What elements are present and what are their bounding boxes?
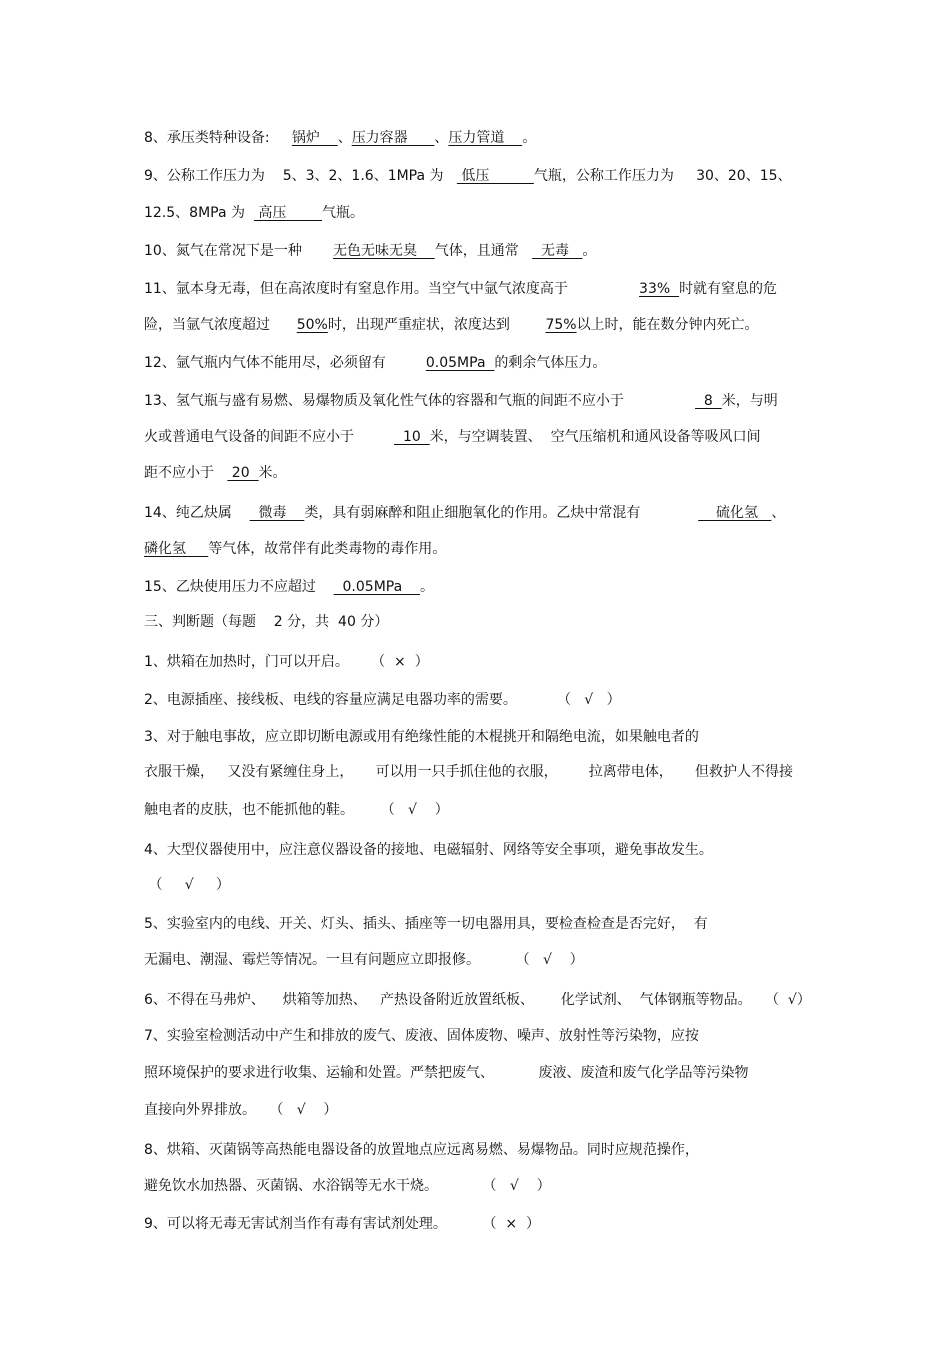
answer-blank: 50% <box>296 317 328 333</box>
text-line <box>144 539 446 559</box>
answer-blank: 8 <box>695 393 722 409</box>
text-segment: 衣服干燥， 又没有紧缠住身上， 可以用一只手抓住他的衣服， 拉离带电体， 但救护人不得接 <box>144 764 794 780</box>
text-line <box>144 652 429 672</box>
text-segment: 火或普通电气设备的间距不应小于 <box>144 429 395 445</box>
answer-blank: 锅炉 <box>291 130 338 146</box>
text-segment: 米，与空调装置、 空气压缩机和通风设备等吸风口间 <box>429 429 761 445</box>
text-line <box>144 577 434 597</box>
text-line <box>144 1026 699 1046</box>
text-line <box>144 166 792 186</box>
text-line <box>144 800 449 820</box>
text-segment: 气瓶，公称工作压力为 30、20、15、 <box>533 168 792 184</box>
text-segment: 11、氩本身无毒，但在高浓度时有窒息作用。当空气中氩气浓度高于 <box>144 281 640 297</box>
text-line <box>144 727 699 747</box>
text-line <box>144 315 759 335</box>
answer-blank: 75% <box>545 317 577 333</box>
text-segment: 、 <box>771 505 786 521</box>
text-segment: 时，出现严重症状，浓度达到 <box>327 317 546 333</box>
answer-blank: 硫化氢 <box>698 505 772 521</box>
text-segment: 4、大型仪器使用中，应注意仪器设备的接地、电磁辐射、网络等安全事项，避免事故发生。 <box>144 842 713 858</box>
text-line <box>144 950 584 970</box>
answer-blank: 低压 <box>456 168 534 184</box>
text-line <box>144 391 778 411</box>
text-segment: （ √ ） <box>144 877 230 893</box>
text-line <box>144 875 230 895</box>
text-segment: 照环境保护的要求进行收集、运输和处置。严禁把废气、 废液、废渣和废气化学品等污染物 <box>144 1065 749 1081</box>
text-segment: 9、公称工作压力为 5、3、2、1.6、1MPa 为 <box>144 168 457 184</box>
text-line <box>144 1100 337 1120</box>
text-segment: 气体，且通常 <box>434 243 533 259</box>
answer-blank: 微毒 <box>249 505 305 521</box>
text-segment: 8、承压类特种设备: <box>144 130 292 146</box>
text-segment: 14、纯乙炔属 <box>144 505 250 521</box>
text-line <box>144 353 606 373</box>
text-segment: 7、实验室检测活动中产生和排放的废气、废液、固体废物、噪声、放射性等污染物，应按 <box>144 1028 699 1044</box>
text-segment: 13、氢气瓶与盛有易燃、易爆物质及氧化性气体的容器和气瓶的间距不应小于 <box>144 393 696 409</box>
text-segment: 米，与明 <box>721 393 778 409</box>
text-segment: 9、可以将无毒无害试剂当作有毒有害试剂处理。 （ × ） <box>144 1216 541 1232</box>
text-segment: 、 <box>337 130 352 146</box>
text-segment: 10、氮气在常况下是一种 <box>144 243 333 259</box>
answer-blank: 压力管道 <box>448 130 523 146</box>
text-line <box>144 128 536 148</box>
text-segment: 3、对于触电事故，应立即切断电源或用有绝缘性能的木棍挑开和隔绝电流，如果触电者的 <box>144 729 699 745</box>
text-segment: 。 <box>522 130 537 146</box>
text-line <box>144 990 811 1010</box>
answer-blank: 10 <box>394 429 430 445</box>
answer-blank: 0.05MPa <box>425 355 495 371</box>
text-line <box>144 427 761 447</box>
answer-blank: 高压 <box>253 205 322 221</box>
text-segment: 三、判断题（每题 2 分，共 40 分） <box>144 614 389 630</box>
text-line <box>144 1214 540 1234</box>
text-segment: 8、烘箱、灭菌锅等高热能电器设备的放置地点应远离易燃、易爆物品。同时应规范操作， <box>144 1142 699 1158</box>
text-line <box>144 1063 749 1083</box>
text-segment: 直接向外界排放。 （ √ ） <box>144 1102 338 1118</box>
text-segment: 时就有窒息的危 <box>679 281 778 297</box>
text-segment: 15、乙炔使用压力不应超过 <box>144 579 334 595</box>
text-segment: 12、氩气瓶内气体不能用尽，必须留有 <box>144 355 426 371</box>
text-segment: 触电者的皮肤，也不能抓他的鞋。 （ √ ） <box>144 802 449 818</box>
text-line <box>144 1140 699 1160</box>
answer-blank: 无色无味无臭 <box>332 243 435 259</box>
text-line <box>144 241 596 261</box>
text-segment: 气瓶。 <box>321 205 364 221</box>
text-line <box>144 503 785 523</box>
text-line <box>144 279 777 299</box>
text-segment: 避免饮水加热器、灭菌锅、水浴锅等无水干烧。 （ √ ） <box>144 1178 551 1194</box>
answer-blank: 20 <box>227 465 259 481</box>
text-line <box>144 463 287 483</box>
text-segment: 以上时，能在数分钟内死亡。 <box>576 317 759 333</box>
text-line <box>144 690 621 710</box>
text-segment: 、 <box>434 130 449 146</box>
text-line <box>144 914 708 934</box>
answer-blank: 无毒 <box>532 243 583 259</box>
text-segment: 险，当氩气浓度超过 <box>144 317 297 333</box>
answer-blank: 33% <box>639 281 680 297</box>
text-segment: 距不应小于 <box>144 465 228 481</box>
text-segment: 类，具有弱麻醉和阻止细胞氧化的作用。乙炔中常混有 <box>304 505 699 521</box>
text-segment: 12.5、8MPa 为 <box>144 205 254 221</box>
text-line <box>144 840 713 860</box>
text-segment: 无漏电、潮湿、霉烂等情况。一旦有问题应立即报修。 （ √ ） <box>144 952 584 968</box>
text-segment: 的剩余气体压力。 <box>494 355 607 371</box>
text-segment: 6、不得在马弗炉、 烘箱等加热、 产热设备附近放置纸板、 化学试剂、 气体钢瓶等物品。 （ √） <box>144 992 811 1008</box>
text-line <box>144 1176 551 1196</box>
text-line <box>144 762 793 782</box>
text-segment: 。 <box>582 243 597 259</box>
text-segment: 2、电源插座、接线板、电线的容量应满足电器功率的需要。 （ √ ） <box>144 692 621 708</box>
text-segment: 米。 <box>258 465 287 481</box>
text-segment: 等气体，故常伴有此类毒物的毒作用。 <box>208 541 447 557</box>
text-segment: 。 <box>419 579 434 595</box>
answer-blank: 压力容器 <box>351 130 435 146</box>
answer-blank: 磷化氢 <box>144 541 209 557</box>
text-line <box>144 612 388 632</box>
answer-blank: 0.05MPa <box>333 579 420 595</box>
text-line <box>144 203 364 223</box>
text-segment: 1、烘箱在加热时，门可以开启。 （ × ） <box>144 654 429 670</box>
text-segment: 5、实验室内的电线、开关、灯头、插头、插座等一切电器用具，要检查检查是否完好， 有 <box>144 916 708 932</box>
